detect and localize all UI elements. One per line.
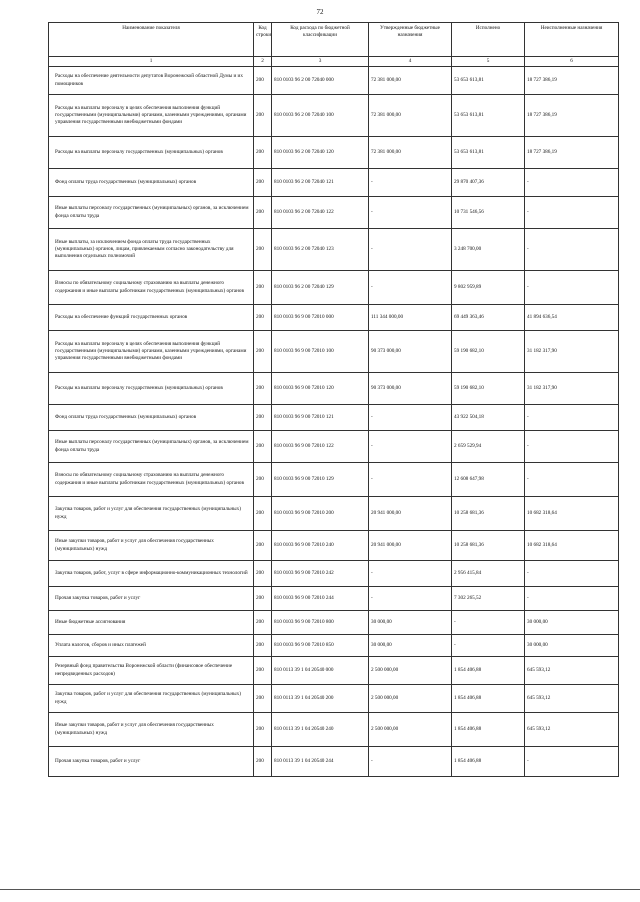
row-line-code: 200 [254, 67, 272, 95]
row-line-code: 200 [254, 271, 272, 305]
table-row [49, 431, 619, 463]
row-expense-code: 810 0103 96 9 00 72010 850 [272, 635, 369, 657]
table-row [49, 197, 619, 229]
table-row [49, 95, 619, 137]
header-line-code: Код строки [254, 23, 272, 57]
row-executed: 10 258 681,36 [452, 497, 525, 531]
row-unexecuted: - [525, 587, 619, 611]
header-approved: Утвержденные бюджетные назначения [369, 23, 452, 57]
row-line-code: 200 [254, 137, 272, 169]
table-row [49, 635, 619, 657]
row-line-code: 200 [254, 169, 272, 197]
table-row [49, 137, 619, 169]
row-line-code: 200 [254, 95, 272, 137]
column-number: 4 [369, 57, 452, 67]
column-number-row [49, 57, 619, 67]
row-executed: 1 854 406,88 [452, 657, 525, 685]
row-unexecuted: 10 682 318,64 [525, 531, 619, 561]
row-indicator-name: Расходы на выплаты персоналу в целях обеспечения выполнения функций государственными (муниципальными) органами, казенными учреждениями, органами управления государственными внебюджетными фондами [49, 331, 254, 373]
table-row [49, 271, 619, 305]
row-line-code: 200 [254, 197, 272, 229]
row-expense-code: 810 0103 96 2 00 72040 100 [272, 95, 369, 137]
table-row [49, 531, 619, 561]
table-row [49, 611, 619, 635]
row-expense-code: 810 0103 96 2 00 72040 121 [272, 169, 369, 197]
table-row [49, 713, 619, 747]
column-number: 3 [272, 57, 369, 67]
row-indicator-name: Закупка товаров, работ и услуг для обеспечения государственных (муниципальных) нужд [49, 685, 254, 713]
row-line-code: 200 [254, 611, 272, 635]
row-approved: - [369, 197, 452, 229]
table-row [49, 331, 619, 373]
table-row [49, 229, 619, 271]
row-executed: 7 302 265,52 [452, 587, 525, 611]
row-executed: 69 449 363,46 [452, 305, 525, 331]
row-line-code: 200 [254, 331, 272, 373]
row-line-code: 200 [254, 431, 272, 463]
header-executed: Исполнено [452, 23, 525, 57]
row-line-code: 200 [254, 713, 272, 747]
row-line-code: 200 [254, 747, 272, 777]
header-row [49, 23, 619, 57]
row-unexecuted: 645 593,12 [525, 685, 619, 713]
row-executed: 53 653 613,81 [452, 67, 525, 95]
row-indicator-name: Взносы по обязательному социальному страхованию на выплаты денежного содержания и иные выплаты работникам государственных (муниципальных) органов [49, 463, 254, 497]
row-executed: 59 190 682,10 [452, 373, 525, 405]
row-unexecuted: - [525, 271, 619, 305]
row-expense-code: 810 0103 96 9 00 72010 244 [272, 587, 369, 611]
row-executed: 59 190 682,10 [452, 331, 525, 373]
row-unexecuted: 30 000,00 [525, 635, 619, 657]
column-number: 5 [452, 57, 525, 67]
table-row [49, 67, 619, 95]
row-indicator-name: Расходы на обеспечение деятельности депутатов Воронежской областной Думы и их помощников [49, 67, 254, 95]
row-unexecuted: 30 000,00 [525, 611, 619, 635]
row-indicator-name: Расходы на обеспечение функций государственных органов [49, 305, 254, 331]
row-expense-code: 810 0103 96 9 00 72010 000 [272, 305, 369, 331]
table-body [49, 67, 619, 777]
row-indicator-name: Расходы на выплаты персоналу государственных (муниципальных) органов [49, 373, 254, 405]
row-approved: 30 000,00 [369, 635, 452, 657]
row-approved: - [369, 229, 452, 271]
row-approved: - [369, 405, 452, 431]
row-unexecuted: 41 894 636,54 [525, 305, 619, 331]
row-executed: 1 854 406,88 [452, 713, 525, 747]
row-executed: 2 659 529,94 [452, 431, 525, 463]
row-expense-code: 810 0103 96 9 00 72010 122 [272, 431, 369, 463]
row-indicator-name: Иные закупки товаров, работ и услуг для обеспечения государственных (муниципальных) нужд [49, 713, 254, 747]
row-approved: 90 373 000,00 [369, 331, 452, 373]
page-number: 72 [316, 8, 324, 16]
row-executed: 10 258 681,36 [452, 531, 525, 561]
row-executed: 3 248 700,00 [452, 229, 525, 271]
row-unexecuted: - [525, 229, 619, 271]
row-executed: 10 731 546,56 [452, 197, 525, 229]
table-row [49, 373, 619, 405]
row-line-code: 200 [254, 373, 272, 405]
row-indicator-name: Закупка товаров, работ, услуг в сфере информационно-коммуникационных технологий [49, 561, 254, 587]
row-approved: - [369, 169, 452, 197]
row-indicator-name: Резервный фонд правительства Воронежской области (финансовое обеспечение непредвиденных расходов) [49, 657, 254, 685]
row-unexecuted: - [525, 405, 619, 431]
row-expense-code: 810 0103 96 9 00 72010 242 [272, 561, 369, 587]
row-unexecuted: 31 182 317,90 [525, 331, 619, 373]
row-unexecuted: 645 593,12 [525, 657, 619, 685]
table-row [49, 169, 619, 197]
row-approved: 2 500 000,00 [369, 685, 452, 713]
row-line-code: 200 [254, 685, 272, 713]
header-indicator-name: Наименование показателя [49, 23, 254, 57]
row-unexecuted: - [525, 561, 619, 587]
row-approved: 30 000,00 [369, 611, 452, 635]
row-approved: 2 500 000,00 [369, 657, 452, 685]
budget-execution-table [48, 22, 619, 777]
table-row [49, 561, 619, 587]
row-line-code: 200 [254, 657, 272, 685]
table-row [49, 497, 619, 531]
row-approved: - [369, 561, 452, 587]
row-executed: 9 802 959,89 [452, 271, 525, 305]
row-approved: 20 941 000,00 [369, 497, 452, 531]
row-approved: - [369, 463, 452, 497]
row-line-code: 200 [254, 405, 272, 431]
column-number: 2 [254, 57, 272, 67]
row-unexecuted: - [525, 463, 619, 497]
row-unexecuted: 18 727 386,19 [525, 95, 619, 137]
row-indicator-name: Взносы по обязательному социальному страхованию на выплаты денежного содержания и иные выплаты работникам государственных (муниципальных) органов [49, 271, 254, 305]
footer-divider [0, 889, 640, 890]
table-row [49, 657, 619, 685]
row-indicator-name: Прочая закупка товаров, работ и услуг [49, 747, 254, 777]
row-indicator-name: Иные бюджетные ассигнования [49, 611, 254, 635]
row-indicator-name: Иные выплаты, за исключением фонда оплаты труда государственных (муниципальных) органов, лицам, привлекаемым согласно законодательству для выполнения отдельных полномочий [49, 229, 254, 271]
row-executed: 1 854 406,88 [452, 747, 525, 777]
row-line-code: 200 [254, 587, 272, 611]
row-line-code: 200 [254, 635, 272, 657]
row-executed: 29 870 407,36 [452, 169, 525, 197]
header-expense-code: Код расхода по бюджетной классификации [272, 23, 369, 57]
column-number: 1 [49, 57, 254, 67]
row-expense-code: 810 0103 96 2 00 72040 123 [272, 229, 369, 271]
row-expense-code: 810 0113 39 1 04 20540 000 [272, 657, 369, 685]
row-executed: 1 854 406,88 [452, 685, 525, 713]
row-expense-code: 810 0103 96 9 00 72010 100 [272, 331, 369, 373]
row-executed: - [452, 635, 525, 657]
row-indicator-name: Закупка товаров, работ и услуг для обеспечения государственных (муниципальных) нужд [49, 497, 254, 531]
row-executed: 12 608 647,98 [452, 463, 525, 497]
row-approved: 2 500 000,00 [369, 713, 452, 747]
row-approved: 72 381 000,00 [369, 137, 452, 169]
row-expense-code: 810 0103 96 9 00 72010 200 [272, 497, 369, 531]
row-expense-code: 810 0103 96 2 00 72040 129 [272, 271, 369, 305]
row-executed: 53 653 613,81 [452, 95, 525, 137]
row-executed: - [452, 611, 525, 635]
row-unexecuted: - [525, 197, 619, 229]
column-number: 6 [525, 57, 619, 67]
row-indicator-name: Фонд оплаты труда государственных (муниципальных) органов [49, 405, 254, 431]
row-approved: 90 373 000,00 [369, 373, 452, 405]
row-line-code: 200 [254, 229, 272, 271]
row-unexecuted: 31 182 317,90 [525, 373, 619, 405]
table-row [49, 685, 619, 713]
row-indicator-name: Прочая закупка товаров, работ и услуг [49, 587, 254, 611]
row-approved: - [369, 587, 452, 611]
row-expense-code: 810 0103 96 9 00 72010 120 [272, 373, 369, 405]
table-row [49, 405, 619, 431]
row-unexecuted: 18 727 386,19 [525, 137, 619, 169]
row-line-code: 200 [254, 561, 272, 587]
header-unexecuted: Неисполненные назначения [525, 23, 619, 57]
row-expense-code: 810 0103 96 9 00 72010 240 [272, 531, 369, 561]
row-indicator-name: Иные выплаты персоналу государственных (муниципальных) органов, за исключением фонда оплаты труда [49, 197, 254, 229]
row-line-code: 200 [254, 305, 272, 331]
row-unexecuted: 645 593,12 [525, 713, 619, 747]
table-row [49, 305, 619, 331]
row-expense-code: 810 0113 39 1 04 20540 240 [272, 713, 369, 747]
table-row [49, 747, 619, 777]
row-expense-code: 810 0103 96 9 00 72010 129 [272, 463, 369, 497]
row-indicator-name: Фонд оплаты труда государственных (муниципальных) органов [49, 169, 254, 197]
row-executed: 53 653 613,81 [452, 137, 525, 169]
row-expense-code: 810 0103 96 9 00 72010 121 [272, 405, 369, 431]
row-line-code: 200 [254, 463, 272, 497]
row-approved: 72 381 000,00 [369, 95, 452, 137]
row-approved: - [369, 747, 452, 777]
table-row [49, 587, 619, 611]
row-unexecuted: 10 682 318,64 [525, 497, 619, 531]
row-executed: 2 956 415,84 [452, 561, 525, 587]
row-unexecuted: 18 727 386,19 [525, 67, 619, 95]
row-indicator-name: Уплата налогов, сборов и иных платежей [49, 635, 254, 657]
row-approved: 72 381 000,00 [369, 67, 452, 95]
row-indicator-name: Иные закупки товаров, работ и услуг для обеспечения государственных (муниципальных) нужд [49, 531, 254, 561]
row-executed: 43 922 504,18 [452, 405, 525, 431]
row-approved: - [369, 431, 452, 463]
row-indicator-name: Иные выплаты персоналу государственных (муниципальных) органов, за исключением фонда оплаты труда [49, 431, 254, 463]
row-line-code: 200 [254, 531, 272, 561]
row-approved: - [369, 271, 452, 305]
row-indicator-name: Расходы на выплаты персоналу в целях обеспечения выполнения функций государственными (муниципальными) органами, казенными учреждениями, органами управления государственными внебюджетными фондами [49, 95, 254, 137]
row-unexecuted: - [525, 747, 619, 777]
row-line-code: 200 [254, 497, 272, 531]
row-approved: 20 941 000,00 [369, 531, 452, 561]
row-unexecuted: - [525, 169, 619, 197]
row-expense-code: 810 0103 96 2 00 72040 122 [272, 197, 369, 229]
row-expense-code: 810 0103 96 9 00 72010 800 [272, 611, 369, 635]
row-expense-code: 810 0113 39 1 04 20540 200 [272, 685, 369, 713]
row-expense-code: 810 0103 96 2 00 72040 000 [272, 67, 369, 95]
row-approved: 111 344 000,00 [369, 305, 452, 331]
row-indicator-name: Расходы на выплаты персоналу государственных (муниципальных) органов [49, 137, 254, 169]
table-row [49, 463, 619, 497]
row-expense-code: 810 0113 39 1 04 20540 244 [272, 747, 369, 777]
row-expense-code: 810 0103 96 2 00 72040 120 [272, 137, 369, 169]
row-unexecuted: - [525, 431, 619, 463]
